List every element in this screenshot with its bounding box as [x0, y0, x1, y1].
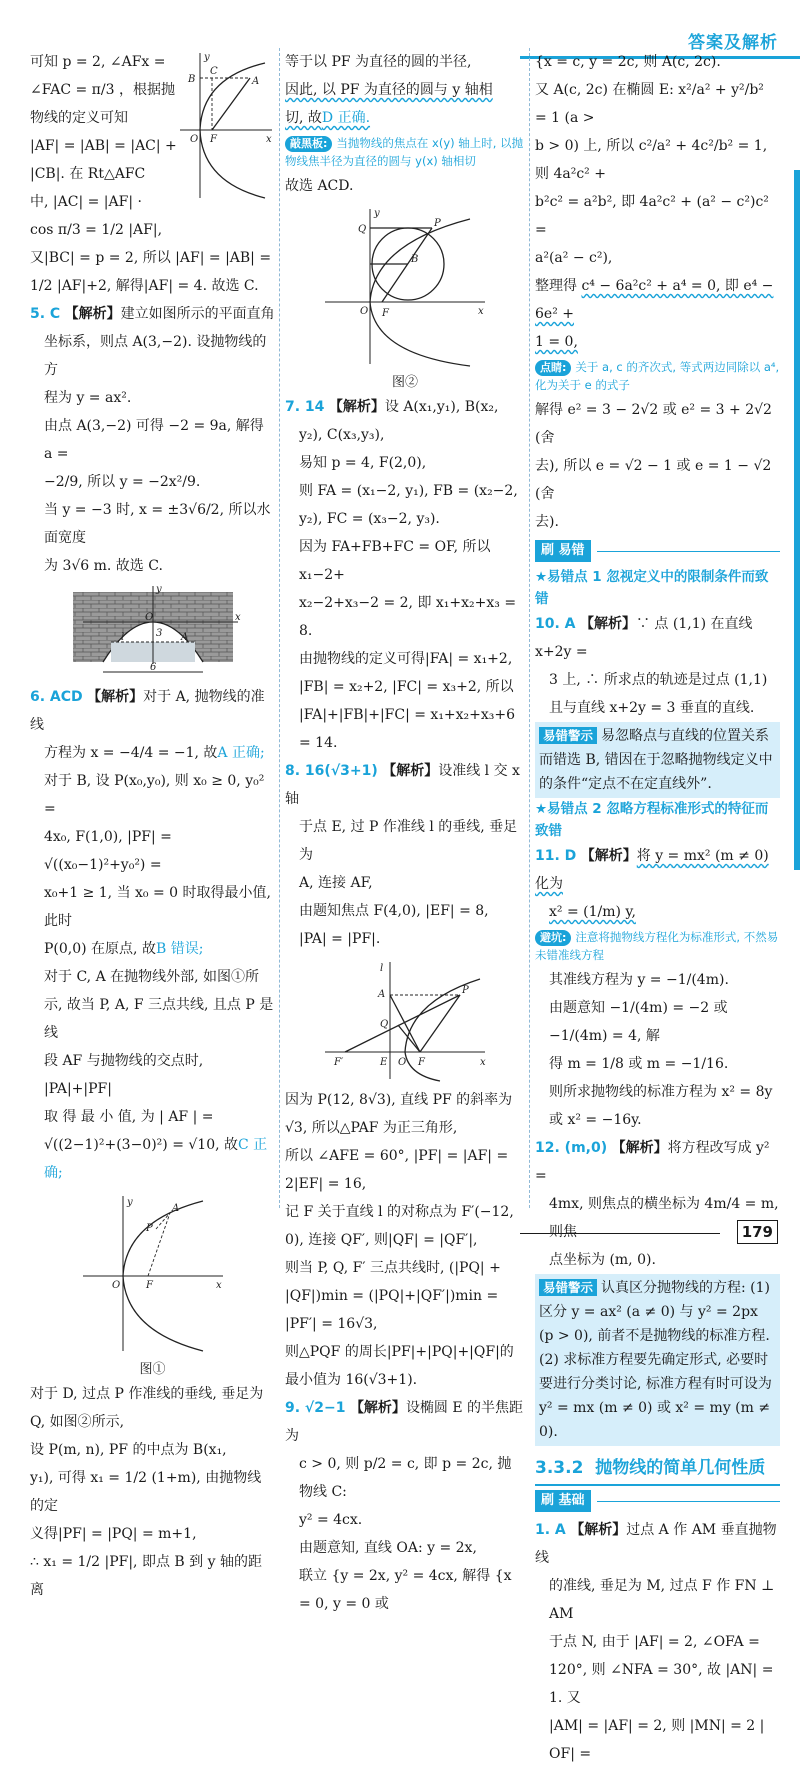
section-jichu — [535, 1490, 780, 1512]
q11-number: 11. D — [535, 848, 577, 864]
text-line: 由点 A(3,−2) 可得 −2 = 9a, 解得 a = — [44, 418, 264, 462]
text-line: b²c² = a²b², 即 4a²c² + (a² − c²)c² = — [535, 194, 769, 238]
text-line: 则△PQF 的周长|PF|+|PQ|+|QF|的 — [285, 1344, 514, 1360]
text-line: 得 m = 1/8 或 m = −1/16. — [549, 1056, 729, 1072]
chapter-number: 3.3.2 — [535, 1458, 584, 1478]
text-line: ∠FAC = π/3 ，根据抛 — [30, 82, 175, 98]
text-line: 取 得 最 小 值, 为 | AF | = — [44, 1109, 214, 1125]
text-line: 则当 P, Q, F′ 三点共线时, (|PQ| + — [285, 1260, 501, 1276]
text-line: P(0,0) 在原点, 故B 错误; — [44, 941, 204, 957]
label-o: O — [398, 1057, 407, 1068]
text-line: 点坐标为 (m, 0). — [549, 1252, 656, 1268]
text-line: 可知 p = 2, ∠AFx = — [30, 54, 166, 70]
segment-pf — [382, 228, 432, 302]
figure-parabola-top — [180, 48, 275, 208]
text-line: 去), 所以 e = √2 − 1 或 e = 1 − √2 (舍 — [535, 458, 772, 502]
segment-f-prime-p — [345, 995, 460, 1052]
text-line: 因为 P(12, 8√3), 直线 PF 的斜率为 — [285, 1092, 513, 1108]
text-line: 120°, 则 ∠NFA = 30°, 故 |AN| = 1. 又 — [549, 1662, 774, 1706]
text-line: |FB| = x₂+2, |FC| = x₃+2, 所以 — [299, 679, 514, 695]
label-f: F — [382, 308, 389, 319]
text-line: 1/2 |AF|+2, 解得|AF| = 4. 故选 C. — [30, 278, 259, 294]
text-line: 易知 p = 4, F(2,0), — [299, 455, 427, 471]
text-line: 或 x² = −16y. — [549, 1112, 642, 1128]
q10-number: 10. A — [535, 616, 576, 632]
text-line: y² = 4cx. — [299, 1512, 363, 1528]
segment-fq — [398, 1025, 420, 1052]
warning-box-2: 易错警示 认真区分抛物线的方程: (1) 区分 y = ax² (a ≠ 0) 与 y² = 2px (p > 0), 前者不是抛物线的标准方程. (2) 求标准方程要先确定形式, 必要时要进行分类讨论, 标准方程有时可设为 y² = mx (m ≠ 0) 或 x² = my (m ≠ 0). — [535, 1274, 780, 1446]
figure-arch-bridge — [63, 584, 243, 679]
label-x: x — [266, 134, 272, 145]
label-p: P — [145, 1223, 153, 1234]
text-line: 对于 D, 过点 P 作准线的垂线, 垂足为 — [30, 1386, 264, 1402]
text-line: 坐标系，则点 A(3,−2). 设抛物线的方 — [44, 334, 267, 378]
q8-tag: 【解析】 — [382, 763, 439, 779]
text-line: 于点 E, 过 P 作准线 l 的垂线, 垂足为 — [299, 819, 518, 863]
text-line: 因为 FA+FB+FC = OF, 所以 x₁−2+ — [299, 539, 491, 583]
note-dianjing: 点睛: 关于 a, c 的齐次式, 等式两边同除以 a⁴, 化为关于 e 的式子 — [535, 360, 780, 392]
label-o: O — [190, 134, 199, 145]
text-line: 整理得 c⁴ − 6a²c² + a⁴ = 0, 即 e⁴ − 6e² + — [535, 278, 774, 322]
q1-number: 1. A — [535, 1522, 566, 1538]
text-line: √((2−1)²+(3−0)²) = √10, 故C 正确; — [44, 1137, 268, 1181]
segment-pa — [156, 1213, 170, 1229]
label-p: P — [462, 985, 469, 996]
text-line: 物线的定义可知 — [30, 110, 128, 126]
text-line: 义得|PF| = |PQ| = m+1, — [30, 1526, 197, 1542]
text-line: y₂), FC = (x₃−2, y₃). — [299, 511, 440, 527]
q8-first-line: 8. 16(√3+1) 【解析】设准线 l 交 x 轴 — [285, 763, 520, 807]
label-a: A — [180, 632, 188, 643]
label-c: C — [210, 66, 218, 77]
conclusion: 故选 ACD. — [285, 178, 354, 194]
text-line: x₀+1 ≥ 1, 当 x₀ = 0 时取得最小值, 此时 — [44, 885, 271, 929]
text-line: 其准线方程为 y = −1/(4m). — [549, 972, 729, 988]
d-correct: D 正确. — [321, 110, 371, 126]
note-tag: 点睛: — [535, 360, 571, 376]
warning-box-1: 易错警示 易忽略点与直线的位置关系而错选 B, 错因在于忽略抛物线定义中的条件“定点不在定直线外”. — [535, 722, 780, 798]
note-tag: 避坑: — [535, 930, 571, 946]
label-p: P — [434, 218, 441, 229]
text-line: 4mx, 则焦点的横坐标为 4m/4 = m, 则焦 — [549, 1196, 779, 1240]
text-line: A, 连接 AF, — [299, 875, 373, 891]
text-line: 程为 y = ax². — [44, 390, 132, 406]
error-point-1: ★易错点 1 忽视定义中的限制条件而致错 — [535, 569, 769, 607]
label-y: y — [374, 208, 380, 219]
q6-tag: 【解析】 — [87, 689, 144, 705]
q6-number: 6. ACD — [30, 689, 83, 705]
label-a: A — [171, 1203, 179, 1214]
label-f: F — [145, 1280, 153, 1291]
c-correct: C 正确; — [44, 1137, 268, 1181]
b-wrong: B 错误; — [155, 941, 204, 957]
q12-first-line: 12. (m,0) 【解析】将方程改写成 y² = — [535, 1140, 770, 1184]
text-line: 等于以 PF 为直径的圆的半径, — [285, 54, 472, 70]
column-divider-1 — [279, 48, 280, 1208]
line-af — [212, 78, 250, 130]
text-line: b > 0) 上, 所以 c²/a² + 4c²/b² = 1, 则 4a²c² + — [535, 138, 768, 182]
text-line: a²(a² − c²), — [535, 250, 613, 266]
label-y: y — [155, 584, 162, 595]
q5-number: 5. C — [30, 306, 61, 322]
label-f-prime: F′ — [334, 1057, 344, 1068]
figure-2-parabola-circle — [320, 204, 490, 369]
text-line: 由题意知, 直线 OA: y = 2x, — [299, 1540, 477, 1556]
text-line: cos π/3 = 1/2 |AF|, — [30, 222, 163, 238]
text-line: 联立 {y = 2x, y² = 4cx, 解得 {x = 0, y = 0 或 — [299, 1568, 512, 1612]
text-line: 0), 连接 QF′, 则|QF| = |QF′|, — [285, 1232, 478, 1248]
label-b: B — [411, 254, 419, 265]
label-a: A — [252, 76, 260, 87]
text-line: 4x₀, F(1,0), |PF| = √((x₀−1)²+y₀²) = — [44, 829, 172, 873]
text-line: ∴ x₁ = 1/2 |PF|, 即点 B 到 y 轴的距离 — [30, 1554, 262, 1598]
label-b: B — [188, 74, 196, 85]
note-bikeng: 避坑: 注意将抛物线方程化为标准形式, 不然易未错准线方程 — [535, 930, 779, 962]
text-line: 段 AF 与抛物线的交点时, |PA|+|PF| — [44, 1053, 204, 1097]
text-line: 由题意知 −1/(4m) = −2 或 −1/(4m) = 4, 解 — [549, 1000, 728, 1044]
label-f: F — [418, 1057, 425, 1068]
label-q: Q — [380, 1019, 389, 1030]
q9-tag: 【解析】 — [349, 1400, 406, 1416]
parabola-curve — [405, 979, 480, 1081]
q5-first-line — [30, 300, 275, 328]
label-a: A — [378, 989, 386, 1000]
note-qiaoheiban: 敲黑板: 当抛物线的焦点在 x(y) 轴上时, 以抛物线焦半径为直径的圆与 y(x) 轴相切 — [285, 136, 524, 168]
right-edge-strip — [794, 170, 800, 870]
q8-number: 8. 16(√3+1) — [285, 763, 378, 779]
text-line: 最小值为 16(√3+1). — [285, 1372, 418, 1388]
label-y: y — [126, 1197, 133, 1208]
text-line: 对于 C, A 在抛物线外部, 如图①所 — [44, 969, 260, 985]
column-3 — [535, 48, 780, 1768]
q1-first-line: 1. A 【解析】过点 A 作 AM 垂直抛物线 — [535, 1522, 777, 1566]
text-line: 则 FA = (x₁−2, y₁), FB = (x₂−2, — [299, 483, 518, 499]
text-line: 当 y = −3 时, x = ±3√6/2, 所以水面宽度 — [44, 502, 271, 546]
text-line: 建立如图所示的平面直角 — [120, 306, 275, 322]
text-line: |PF′| = 16√3, — [285, 1316, 378, 1332]
text-line: |FA|+|FB|+|FC| = x₁+x₂+x₃+6 = 14. — [299, 707, 516, 751]
text-line: 且与直线 x+2y = 3 垂直的直线. — [549, 700, 755, 716]
text-line: 记 F 关于直线 l 的对称点为 F′(−12, — [285, 1204, 514, 1220]
q9-first-line: 9. √2−1 【解析】设椭圆 E 的半焦距为 — [285, 1400, 524, 1444]
text-line: 由题知焦点 F(4,0), |EF| = 8, — [299, 903, 489, 919]
text-line: 对于 A, 抛物线的准线 — [30, 689, 265, 733]
text-line: |AM| = |AF| = 2, 则 |MN| = 2 | OF| = — [549, 1718, 765, 1762]
text-line: 又 A(c, 2c) 在椭圆 E: x²/a² + y²/b² = 1 (a > — [535, 82, 764, 126]
label-q: Q — [358, 224, 367, 235]
label-6: 6 — [149, 662, 156, 673]
text-line: c > 0, 则 p/2 = c, 即 p = 2c, 抛物线 C: — [299, 1456, 512, 1500]
segment-fa — [390, 995, 420, 1052]
text-line: |PA| = |PF|. — [299, 931, 381, 947]
label-3: 3 — [155, 628, 162, 639]
label-l: l — [120, 632, 124, 643]
text-line: 对于 B, 设 P(x₀,y₀), 则 x₀ ≥ 0, y₀² = — [44, 773, 265, 817]
text-line: 所以 ∠AFE = 60°, |PF| = |AF| = — [285, 1148, 509, 1164]
text-line: |AF| = |AB| = |AC| + — [30, 138, 177, 154]
chapter-heading — [535, 1452, 780, 1486]
text-line: |QF|)min = (|PQ|+|QF′|)min = — [285, 1288, 499, 1304]
text-line: 因此, 以 PF 为直径的圆与 y 轴相 — [285, 82, 493, 98]
text-line: 去). — [535, 514, 559, 530]
text-line: {x = c, y = 2c, 则 A(c, 2c). — [535, 54, 721, 70]
text-line: x² = (1/m) y, — [549, 904, 636, 920]
text-line: 3 上, ∴ 所求点的轨迹是过点 (1,1) — [549, 672, 768, 688]
label-o: O — [111, 1280, 120, 1291]
section-yicuo — [535, 540, 780, 562]
label-f: F — [210, 134, 217, 145]
column-divider-2 — [529, 48, 530, 1208]
q12-tag: 【解析】 — [611, 1140, 668, 1156]
error-point-2: ★易错点 2 忽略方程标准形式的特征而致错 — [535, 801, 769, 839]
text-line: 设 P(m, n), PF 的中点为 B(x₁, — [30, 1442, 227, 1458]
label-x: x — [215, 1280, 222, 1291]
q4-tail-block — [30, 48, 275, 216]
text-line: 示, 故当 P, A, F 三点共线, 且点 P 是线 — [44, 997, 274, 1041]
q10-tag: 【解析】 — [579, 616, 636, 632]
note-tag: 敲黑板: — [285, 136, 332, 152]
text-line: Q, 如图②所示, — [30, 1414, 125, 1430]
text-line: −2/9, 所以 y = −2x²/9. — [44, 474, 201, 490]
q11-tag: 【解析】 — [580, 848, 637, 864]
text-line: 2|EF| = 16, — [285, 1176, 367, 1192]
label-x: x — [480, 1057, 486, 1068]
text-line: 的准线, 垂足为 M, 过点 F 作 FN ⊥ AM — [549, 1578, 775, 1622]
footer-rule — [520, 1233, 720, 1234]
label-x: x — [234, 612, 241, 623]
q6-first-line — [30, 683, 275, 739]
chapter-title: 抛物线的简单几何性质 — [595, 1458, 766, 1478]
q7-first-line: 7. 14 【解析】设 A(x₁,y₁), B(x₂, — [285, 399, 499, 415]
text-line: |CB|. 在 Rt△AFC — [30, 166, 146, 182]
label-o: O — [144, 612, 153, 623]
q1-tag: 【解析】 — [570, 1522, 627, 1538]
label-o: O — [360, 306, 369, 317]
warning-tag: 易错警示 — [539, 1279, 597, 1296]
text-line: 切, 故D 正确. — [285, 110, 371, 126]
section-badge: 刷 基础 — [535, 1490, 591, 1512]
figure-q8-parabola — [320, 957, 490, 1082]
text-line: 则所求抛物线的标准方程为 x² = 8y — [549, 1084, 773, 1100]
q12-number: 12. (m,0) — [535, 1140, 608, 1156]
q7-number: 7. 14 — [285, 399, 325, 415]
text-line: 由抛物线的定义可得|FA| = x₁+2, — [299, 651, 513, 667]
text-line: x₂−2+x₃−2 = 2, 即 x₁+x₂+x₃ = 8. — [299, 595, 517, 639]
page-number: 179 — [737, 1220, 778, 1244]
q10-first-line: 10. A 【解析】∵ 点 (1,1) 在直线 x+2y = — [535, 616, 753, 660]
text-line: √3, 所以△PAF 为正三角形, — [285, 1120, 458, 1136]
section-badge: 刷 易错 — [535, 540, 591, 562]
a-correct: A 正确; — [217, 745, 265, 761]
text-line: 中, |AC| = |AF| · — [30, 194, 142, 210]
column-1 — [30, 48, 275, 1604]
label-e: E — [380, 1057, 388, 1068]
q9-number: 9. √2−1 — [285, 1400, 346, 1416]
page-header-title: 答案及解析 — [688, 33, 778, 53]
text-line: 于点 N, 由于 |AF| = 2, ∠OFA = — [549, 1634, 760, 1650]
text-line: 解得 e² = 3 − 2√2 或 e² = 3 + 2√2 (舍 — [535, 402, 772, 446]
segment-fp — [420, 995, 460, 1052]
q5-tag: 【解析】 — [64, 306, 121, 322]
q11-first-line: 11. D 【解析】将 y = mx² (m ≠ 0) 化为 — [535, 848, 769, 892]
figure-1-caption: 图① — [139, 1362, 166, 1377]
text-line: 又|BC| = p = 2, 所以 |AF| = |AB| = — [30, 250, 272, 266]
figure-2-caption: 图② — [391, 375, 418, 390]
label-y: y — [204, 52, 210, 63]
figure-1-parabola — [78, 1191, 228, 1356]
warning-tag: 易错警示 — [539, 727, 597, 744]
column-2 — [285, 48, 525, 1618]
label-l: l — [380, 963, 384, 974]
label-x: x — [478, 306, 484, 317]
text-line: y₂), C(x₃,y₃), — [299, 427, 385, 443]
text-line: y₁), 可得 x₁ = 1/2 (1+m), 由抛物线的定 — [30, 1470, 262, 1514]
q7-tag: 【解析】 — [328, 399, 385, 415]
text-line: 方程为 x = −4/4 = −1, 故A 正确; — [44, 745, 265, 761]
text-line: 为 3√6 m. 故选 C. — [44, 558, 163, 574]
text-line: 1 = 0, — [535, 334, 578, 350]
